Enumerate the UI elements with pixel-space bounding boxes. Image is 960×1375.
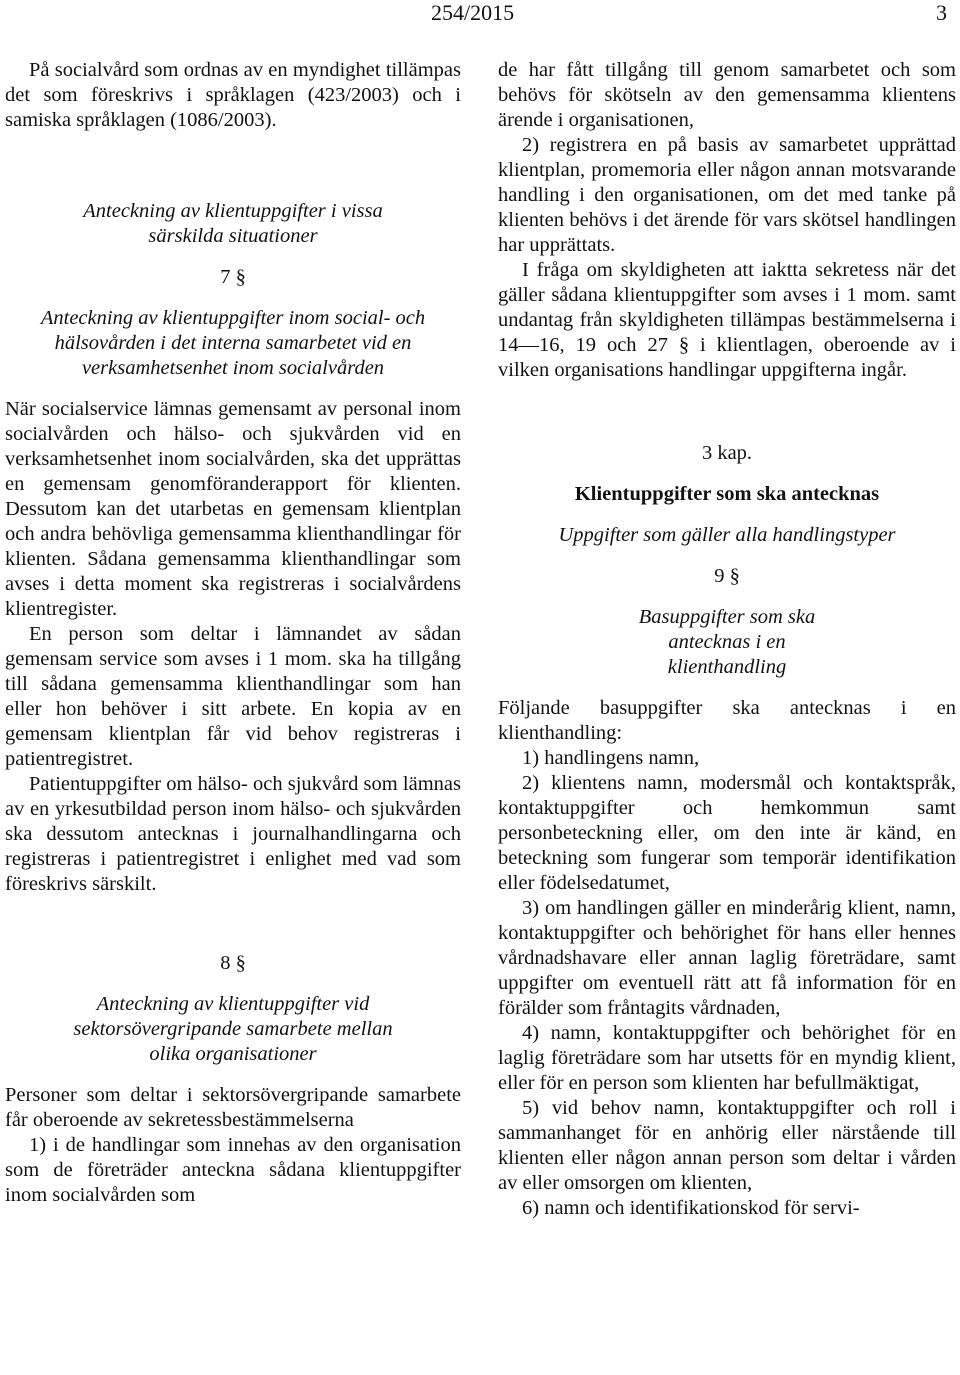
list-item: 6) namn och identifikationskod för servi- — [522, 1197, 860, 1219]
page-number: 3 — [936, 0, 947, 25]
list-item: 5) vid behov namn, kontaktuppgifter och roll i sammanhanget för en anhörig eller närstående till klienten eller någon annan person som deltar i vården av eller omsorgen om klienten, — [498, 1097, 956, 1194]
section-8-paragraph-1: Personer som deltar i sektorsövergripande samarbete får oberoende av sekretessbestämmelserna — [5, 1084, 461, 1131]
section-8-number: 8 § — [220, 952, 246, 974]
continued-paragraph-1: de har fått tillgång till genom samarbetet och som behövs för skötseln av den gemensamma klientens ärende i organisationen, — [498, 59, 956, 131]
list-item: 2) klientens namn, modersmål och kontaktspråk, kontaktuppgifter och hemkommun samt personbeteckning eller, om den inte är känd, en beteckning som fungerar som temporär identifikation eller födelsedatumet, — [498, 772, 956, 894]
section-7-heading: Anteckning av klientuppgifter inom social- och hälsovården i det interna samarbetet vid en verksamhetsenhet inom socialvården — [40, 307, 426, 379]
document-number: 254/2015 — [431, 0, 515, 25]
section-7-paragraph-3: Patientuppgifter om hälso- och sjukvård som lämnas av en yrkesutbildad person inom hälso- och sjukvården ska dessutom antecknas i journalhandlingarna och registreras i patientregistret i enlighet med vad som föreskrivs särskilt. — [5, 773, 461, 895]
chapter-title: Klientuppgifter som ska antecknas — [574, 483, 880, 505]
intro-paragraph: På socialvård som ordnas av en myndighet tillämpas det som föreskrivs i språklagen (423/2003) och i samiska språklagen (1086/2003). — [5, 59, 461, 131]
list-item: 1) handlingens namn, — [522, 747, 700, 769]
section-8-heading: Anteckning av klientuppgifter vid sektorsövergripande samarbete mellan olika organisationer — [73, 993, 393, 1065]
left-column — [5, 58, 461, 1208]
list-item: 3) om handlingen gäller en minderårig klient, namn, kontaktuppgifter och behörighet för hans eller hennes vårdnadshavare eller annan laglig företrädare, samt uppgifter om eventuell rätt att få information för en förälder som fråntagits vårdnaden, — [498, 897, 956, 1019]
list-item: 4) namn, kontaktuppgifter och behörighet för en laglig företrädare som har utsetts för en myndig klient, eller för en person som klienten har befullmäktigat, — [498, 1022, 956, 1094]
continued-paragraph-2: 2) registrera en på basis av samarbetet upprättad klientplan, promemoria eller någon annan motsvarande handling i den organisationen, om det med tanke på klienten behövs i det ärende för vars skötsel handlingen har upprättats. — [498, 134, 956, 256]
section-9-number: 9 § — [714, 565, 740, 587]
section-7-paragraph-2: En person som deltar i lämnandet av sådan gemensam service som avses i 1 mom. ska ha tillgång till sådana gemensamma klienthandlingar som han eller hon behöver i sitt arbete. En kopia av en gemensam klientplan får vid behov registreras i patientregistret. — [5, 623, 461, 770]
chapter-heading: Anteckning av klientuppgifter i vissa särskilda situationer — [83, 200, 383, 247]
continued-paragraph-3: I fråga om skyldigheten att iaktta sekretess när det gäller sådana klientuppgifter som avses i 1 mom. samt undantag från skyldigheten tillämpas bestämmelserna i 14—16, 19 och 27 § i klientlagen, oberoende av i vilken organisations handlingar uppgifterna ingår. — [498, 259, 956, 381]
right-column — [498, 58, 956, 1221]
section-7-number: 7 § — [220, 266, 246, 288]
chapter-subtitle: Uppgifter som gäller alla handlingstyper — [558, 524, 896, 546]
page-header — [0, 0, 960, 30]
section-9-heading: Basuppgifter som ska antecknas i en klienthandling — [638, 606, 816, 678]
section-9-intro: Följande basuppgifter ska antecknas i en klienthandling: — [498, 697, 956, 744]
chapter-number: 3 kap. — [701, 442, 753, 464]
section-8-paragraph-2: 1) i de handlingar som innehas av den organisation som de företräder anteckna sådana klientuppgifter inom socialvården som — [5, 1134, 461, 1206]
section-7-paragraph-1: När socialservice lämnas gemensamt av personal inom socialvården och hälso- och sjukvården vid en verksamhetsenhet inom socialvården, ska det upprättas en gemensam genomföranderapport för klienten. Dessutom kan det utarbetas en gemensam klientplan och andra behövliga gemensamma klienthandlingar för klienten. Sådana gemensamma klienthandlingar som avses i detta moment ska registreras i socialvårdens klientregister. — [5, 398, 461, 620]
